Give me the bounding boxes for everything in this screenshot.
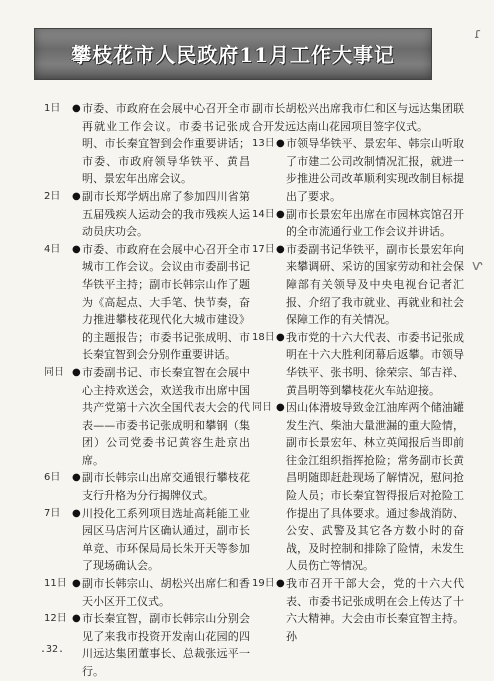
entry-text: 市长秦宜智，副市长韩宗山分别会见了来我市投资开发南山花园的四川远达集团董事长、总裁张远平一行。 xyxy=(82,612,250,678)
right-column xyxy=(252,100,464,645)
pen-mark-icon: ɾ xyxy=(474,26,482,42)
list-item xyxy=(252,399,464,575)
list-item xyxy=(44,364,250,470)
entry-date: 同日 xyxy=(44,366,64,378)
entry-text: 我市召开干部大会，党的十六大代表、市委书记张成明在会上传达了十六大精神。大会由市长秦宜智主持。孙 xyxy=(286,577,464,643)
list-item xyxy=(252,329,464,399)
entry-text: 副市长景宏年出席在市园林宾馆召开的全市流通行业工作会议并讲话。 xyxy=(286,207,464,239)
entry-text: 市委副书记、市长秦宜智在会展中心主持欢送会，欢送我市出席中国共产党第十六次全国代表大会的代表——市委书记张成明和攀钢（集团）公司党委书记黄容生赴京出席。 xyxy=(82,365,250,467)
bullet-icon: ● xyxy=(72,507,81,519)
left-column xyxy=(44,100,250,681)
bullet-icon: ● xyxy=(72,190,81,202)
entry-date: 19日 xyxy=(252,578,275,590)
list-item xyxy=(44,188,250,241)
pen-mark-icon: ⱱ xyxy=(472,258,483,274)
list-item xyxy=(44,241,250,364)
entry-text: 副市长韩宗山出席交通银行攀枝花支行升格为分行揭牌仪式。 xyxy=(82,471,250,503)
list-item-continued xyxy=(252,100,464,135)
bullet-icon: ● xyxy=(72,613,81,625)
entry-date: 1日 xyxy=(44,103,61,114)
entry-date: 同日 xyxy=(252,402,272,414)
entry-date: 6日 xyxy=(44,472,61,484)
page-title: 攀枝花市人民政府11月工作大事记 xyxy=(71,43,395,67)
list-item xyxy=(44,469,250,504)
bullet-icon: ● xyxy=(276,578,285,590)
bullet-icon: ● xyxy=(72,578,81,590)
entry-date: 2日 xyxy=(44,190,61,202)
page-number: .32. xyxy=(40,644,65,655)
bullet-icon: ● xyxy=(276,331,285,343)
entry-date: 17日 xyxy=(252,243,275,255)
entry-text: 川投化工系列项目选址高耗能工业园区马店河片区确认通过，副市长单竞、市环保局局长朱开天等参加了现场确认会。 xyxy=(82,506,250,573)
entry-text: 市委、市政府在会展中心召开全市城市工作会议。会议由市委副书记华铁平主持；副市长韩宗山作了题为《高起点、大手笔、快节奏，奋力推进攀枝花现代化大城市建设》的主题报告；市委书记张成明、市长秦宜智到会分别作重要讲话。 xyxy=(82,242,250,362)
bullet-icon: ● xyxy=(276,243,285,255)
entry-date: 12日 xyxy=(44,613,67,625)
bullet-icon: ● xyxy=(276,138,285,150)
entry-text: 市领导华铁平、景宏年、韩宗山听取了市建二公司改制情况汇报，就进一步推进公司改革顺利实现改制目标提出了要求。 xyxy=(286,137,464,203)
bullet-icon: ● xyxy=(72,103,81,114)
bullet-icon: ● xyxy=(276,208,285,220)
entry-text: 我市党的十六大代表、市委书记张成明在十六大胜利闭幕后返攀。市领导华铁平、张书明、徐荣宗、邹吉祥、黄昌明等到攀枝花火车站迎接。 xyxy=(286,330,464,397)
list-item xyxy=(44,575,250,610)
bullet-icon: ● xyxy=(72,366,81,378)
entry-text: 副市长胡松兴出席我市仁和区与远达集团联合开发远达南山花园项目签字仪式。 xyxy=(252,102,464,133)
list-item xyxy=(44,100,250,188)
entry-text: 市委副书记华铁平，副市长景宏年向来攀调研、采访的国家劳动和社会保障部有关领导及中央电视台记者汇报、介绍了我市就业、再就业和社会保障工作的有关情况。 xyxy=(286,242,464,327)
list-item xyxy=(252,575,464,645)
entry-text: 因山体滑坡导致金江油库两个储油罐发生汽、柴油大量泄漏的重大险情，副市长景宏年、林立英闻报后当即前往金江组织指挥抢险；常务副市长黄昌明随即赶赴现场了解情况，慰问抢险人员；市长秦宜智得报后对抢险工作提出了具体要求。通过参战消防、公安、武警及其它各方数小时的奋战，及时控制和排除了险情，未发生人员伤亡等情况。 xyxy=(286,401,464,573)
list-item xyxy=(252,135,464,205)
entry-date: 7日 xyxy=(44,507,61,519)
list-item xyxy=(44,505,250,575)
bullet-icon: ● xyxy=(72,472,81,484)
entry-text: 市委、市政府在会展中心召开全市再就业工作会议。市委书记张成明、市长秦宜智到会作重要讲话；市委、市政府领导华铁平、黄昌明、景宏年出席会议。 xyxy=(82,102,250,186)
list-item xyxy=(44,610,250,680)
entry-date: 4日 xyxy=(44,243,61,255)
list-item xyxy=(252,206,464,241)
entry-date: 18日 xyxy=(252,331,275,343)
bullet-icon: ● xyxy=(276,402,285,414)
bullet-icon: ● xyxy=(72,243,81,255)
title-banner xyxy=(34,28,432,80)
list-item xyxy=(252,241,464,329)
entry-date: 13日 xyxy=(252,138,275,150)
entry-text: 副市长韩宗山、胡松兴出席仁和香天小区开工仪式。 xyxy=(82,577,250,608)
entry-date: 11日 xyxy=(44,578,67,590)
entry-date: 14日 xyxy=(252,208,275,220)
entry-text: 副市长郑学炳出席了参加四川省第五届残疾人运动会的我市残疾人运动员庆功会。 xyxy=(82,189,250,239)
